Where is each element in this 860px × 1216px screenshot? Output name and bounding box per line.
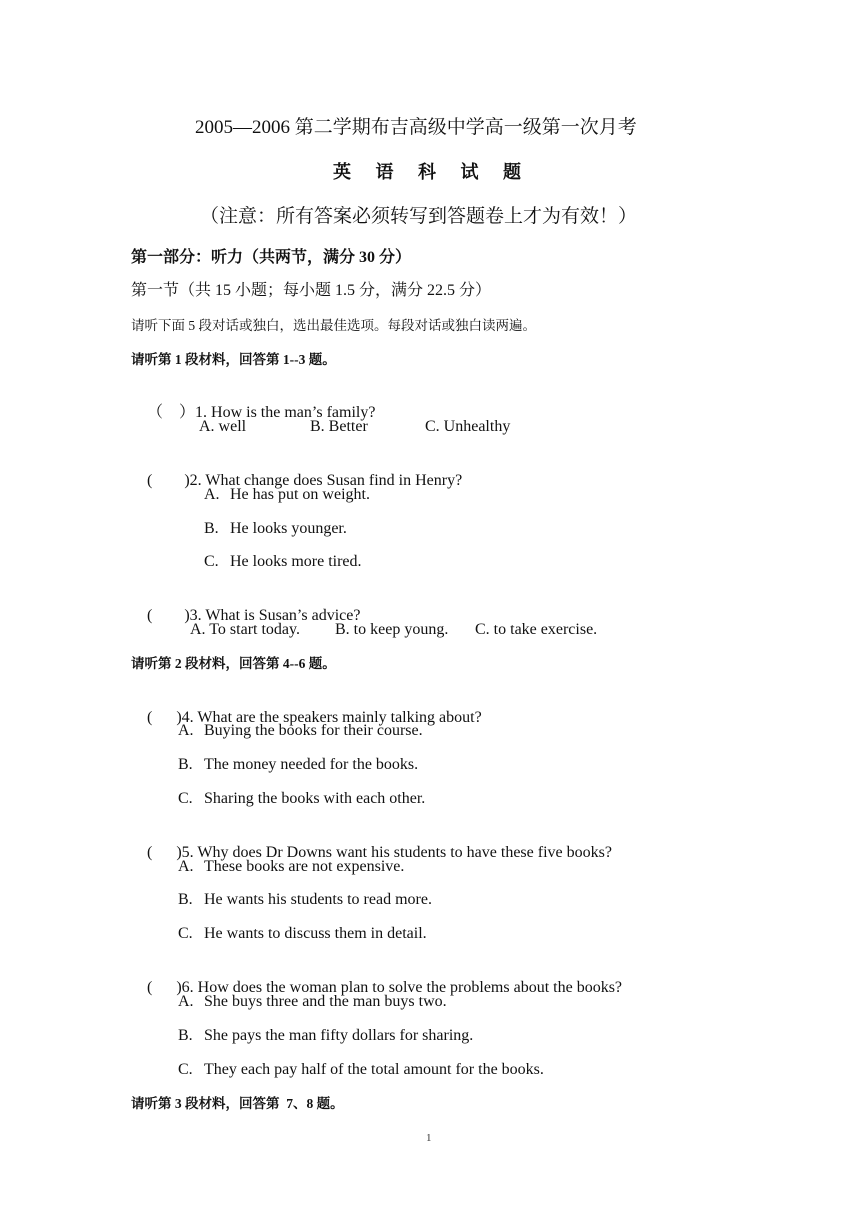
option-label: C. [178,1061,193,1078]
option-text: He wants his students to read more. [204,891,432,908]
group-label-2: 请听第 2 段材料，回答第 4--6 题。 [131,656,336,671]
option-text: Buying the books for their course. [204,722,423,739]
q4-option-c [178,789,425,809]
exam-notice: （注意：所有答案必须转写到答题卷上才为有效！） [200,206,638,227]
answer-blank[interactable]: ( ) [147,979,182,996]
q3-option-a: A. To start today. [190,621,300,638]
option-label: A. [178,858,194,875]
exam-subtitle: 英 语 科 试 题 [333,162,531,182]
option-label: A. [178,722,194,739]
question-stem: 1. How is the man’s family? [195,404,376,421]
question-stem: 6. How does the woman plan to solve the problems about the books? [181,979,623,996]
question-stem: 5. Why does Dr Downs want his students to have these five books? [181,844,612,861]
answer-blank[interactable]: （ ） [147,404,196,421]
q1-option-b: B. Better [310,418,368,435]
q2-option-b [204,519,347,539]
q1-option-a: A. well [199,418,247,435]
q6-option-c [178,1060,544,1080]
q4-option-a [178,721,423,741]
option-label: B. [178,1027,193,1044]
option-label: C. [178,790,193,807]
option-text: The money needed for the books. [204,756,419,773]
option-text: They each pay half of the total amount for the books. [204,1061,544,1078]
q5-option-b [178,890,432,910]
q2-option-a [204,485,370,505]
option-label: A. [178,993,194,1010]
q4-option-b [178,755,418,775]
option-label: A. [204,486,220,503]
option-text: Sharing the books with each other. [204,790,426,807]
group-label-1: 请听第 1 段材料，回答第 1--3 题。 [131,352,336,367]
answer-blank[interactable]: ( ) [147,844,182,861]
option-label: B. [204,520,219,537]
group-label-3: 请听第 3 段材料，回答第 7、8 题。 [131,1096,344,1111]
option-text: She pays the man fifty dollars for sharing. [204,1027,474,1044]
option-text: He looks more tired. [230,553,362,570]
exam-title: 2005—2006 第二学期布吉高级中学高一级第一次月考 [195,117,637,138]
q2-option-c [204,552,362,572]
option-label: B. [178,891,193,908]
answer-blank[interactable]: ( ) [147,607,190,624]
q5-option-a [178,857,404,877]
listening-instruction: 请听下面 5 段对话或独白，选出最佳选项。每段对话或独白读两遍。 [131,318,536,333]
option-label: B. [178,756,193,773]
q3-option-c: C. to take exercise. [475,621,598,638]
question-stem: 2. What change does Susan find in Henry? [189,472,463,489]
option-text: He wants to discuss them in detail. [204,925,427,942]
q1-option-c: C. Unhealthy [425,418,511,435]
q6-option-b [178,1026,473,1046]
option-text: She buys three and the man buys two. [204,993,447,1010]
page-number: 1 [426,1132,432,1144]
section1-heading: 第一节（共 15 小题；每小题 1.5 分，满分 22.5 分） [131,282,492,299]
answer-blank[interactable]: ( ) [147,709,182,726]
question-stem: 4. What are the speakers mainly talking about? [181,709,482,726]
option-text: He has put on weight. [230,486,370,503]
q3-option-b: B. to keep young. [335,621,449,638]
q6-option-a [178,992,447,1012]
answer-blank[interactable]: ( ) [147,472,190,489]
option-text: These books are not expensive. [204,858,405,875]
question-stem: 3. What is Susan’s advice? [189,607,361,624]
option-label: C. [178,925,193,942]
option-label: C. [204,553,219,570]
part1-heading: 第一部分：听力（共两节，满分 30 分） [131,249,412,266]
q5-option-c [178,924,427,944]
option-text: He looks younger. [230,520,347,537]
